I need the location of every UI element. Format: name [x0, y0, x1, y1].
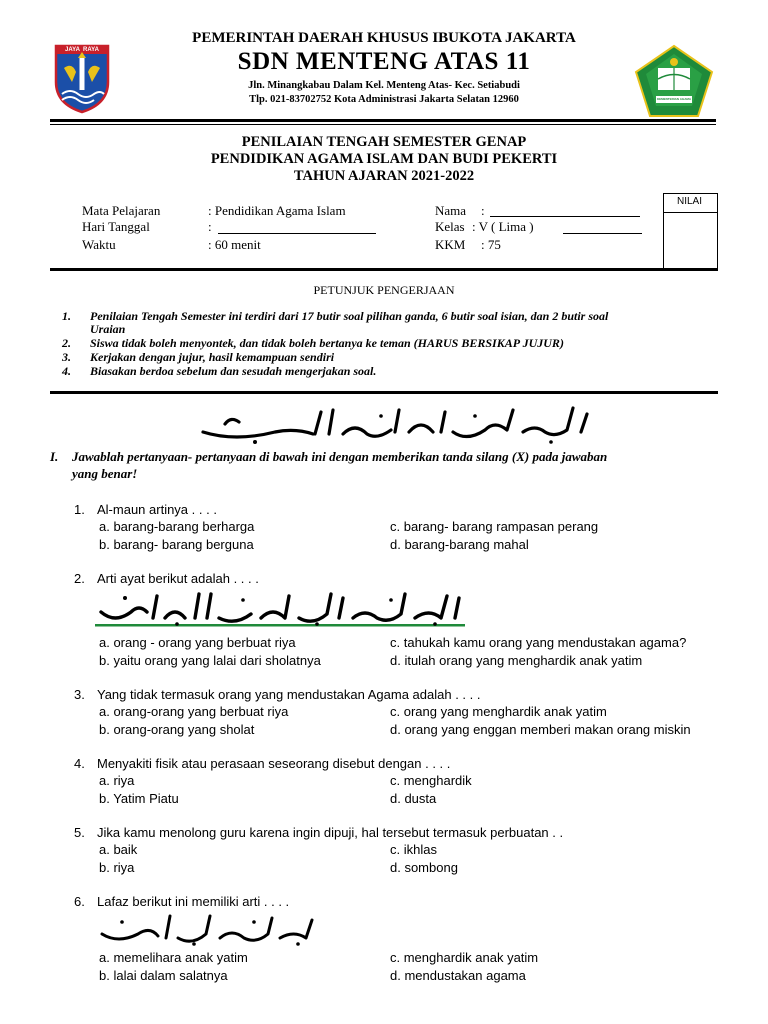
instruction-3-number: 3. — [62, 350, 71, 364]
school-address: Jln. Minangkabau Dalam Kel. Menteng Atas- Kec. Setiabudi — [248, 80, 520, 91]
kemenag-logo-text: KEMENTERIAN AGAMA — [656, 97, 692, 101]
section-instruction-continued: yang benar! — [72, 466, 138, 481]
question-4-option-b[interactable]: b. Yatim Piatu — [99, 791, 179, 806]
exam-title-3: TAHUN AJARAN 2021-2022 — [293, 168, 475, 184]
date-label: Hari Tanggal — [82, 219, 150, 234]
question-6-option-d[interactable]: d. mendustakan agama — [390, 968, 526, 983]
basmalah-calligraphy — [195, 402, 595, 451]
instruction-1: Penilaian Tengah Semester ini terdiri dari 17 butir soal pilihan ganda, 6 butir soal isian, dan 2 butir soal — [90, 309, 609, 323]
question-5-option-b[interactable]: b. riya — [99, 860, 135, 875]
question-4-option-a[interactable]: a. riya — [99, 773, 135, 788]
question-5-option-c[interactable]: c. ikhlas — [390, 842, 437, 857]
question-2-arabic-verse — [95, 590, 465, 633]
question-3-option-d[interactable]: d. orang yang enggan memberi makan orang miskin — [390, 722, 691, 737]
school-phone: Tlp. 021-83702752 Kota Administrasi Jakarta Selatan 12960 — [249, 94, 519, 105]
question-6-option-c[interactable]: c. menghardik anak yatim — [390, 950, 539, 965]
name-label: Nama — [435, 203, 467, 218]
question-4-option-d[interactable]: d. dusta — [390, 791, 437, 806]
instruction-2-number: 2. — [62, 336, 71, 350]
question-4-number: 4. — [74, 756, 85, 771]
instruction-4-number: 4. — [62, 364, 71, 378]
exam-title-2: PENDIDIKAN AGAMA ISLAM DAN BUDI PEKERTI — [210, 151, 558, 167]
time-label: Waktu — [82, 237, 116, 252]
header-divider — [50, 119, 716, 122]
exam-title-1: PENILAIAN TENGAH SEMESTER GENAP — [241, 134, 527, 150]
question-1-text: Al-maun artinya . . . . — [97, 502, 217, 517]
question-1-option-c[interactable]: c. barang- barang rampasan perang — [390, 519, 599, 534]
score-label: NILAI — [676, 196, 702, 207]
instructions-heading: PETUNJUK PENGERJAAN — [313, 283, 455, 297]
instruction-1-continued: Uraian — [90, 322, 126, 336]
question-4-text: Menyakiti fisik atau perasaan seseorang disebut dengan . . . . — [97, 756, 451, 771]
class-blank-line — [563, 233, 642, 234]
question-5-number: 5. — [74, 825, 85, 840]
subject-value: : Pendidikan Agama Islam — [208, 203, 346, 218]
class-value: : V ( Lima ) — [472, 219, 534, 234]
instruction-1-number: 1. — [62, 309, 71, 323]
question-1-option-d[interactable]: d. barang-barang mahal — [390, 537, 529, 552]
question-3-option-a[interactable]: a. orang-orang yang berbuat riya — [99, 704, 289, 719]
question-5-option-a[interactable]: a. baik — [99, 842, 138, 857]
question-2-number: 2. — [74, 571, 85, 586]
question-4-option-c[interactable]: c. menghardik — [390, 773, 472, 788]
name-blank-line — [490, 216, 640, 217]
class-label: Kelas — [435, 219, 465, 234]
date-value: : — [208, 219, 212, 234]
instruction-2: Siswa tidak boleh menyontek, dan tidak boleh bertanya ke teman (HARUS BERSIKAP JUJUR) — [90, 336, 564, 350]
government-name: PEMERINTAH DAERAH KHUSUS IBUKOTA JAKARTA — [192, 30, 576, 46]
instructions-divider — [50, 391, 718, 394]
kemenag-logo — [632, 44, 716, 120]
subject-label: Mata Pelajaran — [82, 203, 161, 218]
question-1-number: 1. — [74, 502, 85, 517]
jakarta-logo-text: JAYA RAYA — [65, 47, 99, 53]
school-name: SDN MENTENG ATAS 11 — [237, 48, 531, 75]
question-6-number: 6. — [74, 894, 85, 909]
question-6-option-a[interactable]: a. memelihara anak yatim — [99, 950, 248, 965]
section-instruction: Jawablah pertanyaan- pertanyaan di bawah ini dengan memberikan tanda silang (X) pada jawaban — [72, 449, 608, 464]
instruction-3: Kerjakan dengan jujur, hasil kemampuan sendiri — [90, 350, 335, 364]
time-value: : 60 menit — [208, 237, 261, 252]
name-value: : — [481, 203, 485, 218]
question-1-option-b[interactable]: b. barang- barang berguna — [99, 537, 254, 552]
kkm-value: : 75 — [481, 237, 501, 252]
date-blank-line — [218, 233, 376, 234]
question-3-option-b[interactable]: b. orang-orang yang sholat — [99, 722, 255, 737]
info-divider — [50, 268, 718, 271]
score-box-divider — [663, 212, 717, 213]
question-1-option-a[interactable]: a. barang-barang berharga — [99, 519, 255, 534]
instruction-4: Biasakan berdoa sebelum dan sesudah mengerjakan soal. — [90, 364, 377, 378]
question-2-text: Arti ayat berikut adalah . . . . — [97, 571, 259, 586]
question-5-text: Jika kamu menolong guru karena ingin dipuji, hal tersebut termasuk perbuatan . . — [97, 825, 564, 840]
question-5-option-d[interactable]: d. sombong — [390, 860, 458, 875]
question-2-option-a[interactable]: a. orang - orang yang berbuat riya — [99, 635, 296, 650]
question-3-number: 3. — [74, 687, 85, 702]
question-2-option-b[interactable]: b. yaitu orang yang lalai dari sholatnya — [99, 653, 321, 668]
question-6-option-b[interactable]: b. lalai dalam salatnya — [99, 968, 228, 983]
question-3-text: Yang tidak termasuk orang yang mendustakan Agama adalah . . . . — [97, 687, 481, 702]
header-divider-thin — [50, 124, 716, 125]
question-6-text: Lafaz berikut ini memiliki arti . . . . — [97, 894, 290, 909]
question-6-arabic-phrase — [98, 912, 318, 953]
kkm-label: KKM — [435, 237, 466, 252]
question-3-option-c[interactable]: c. orang yang menghardik anak yatim — [390, 704, 607, 719]
question-2-option-d[interactable]: d. itulah orang yang menghardik anak yatim — [390, 653, 643, 668]
section-number: I. — [50, 449, 59, 464]
question-2-option-c[interactable]: c. tahukah kamu orang yang mendustakan agama? — [390, 635, 687, 650]
